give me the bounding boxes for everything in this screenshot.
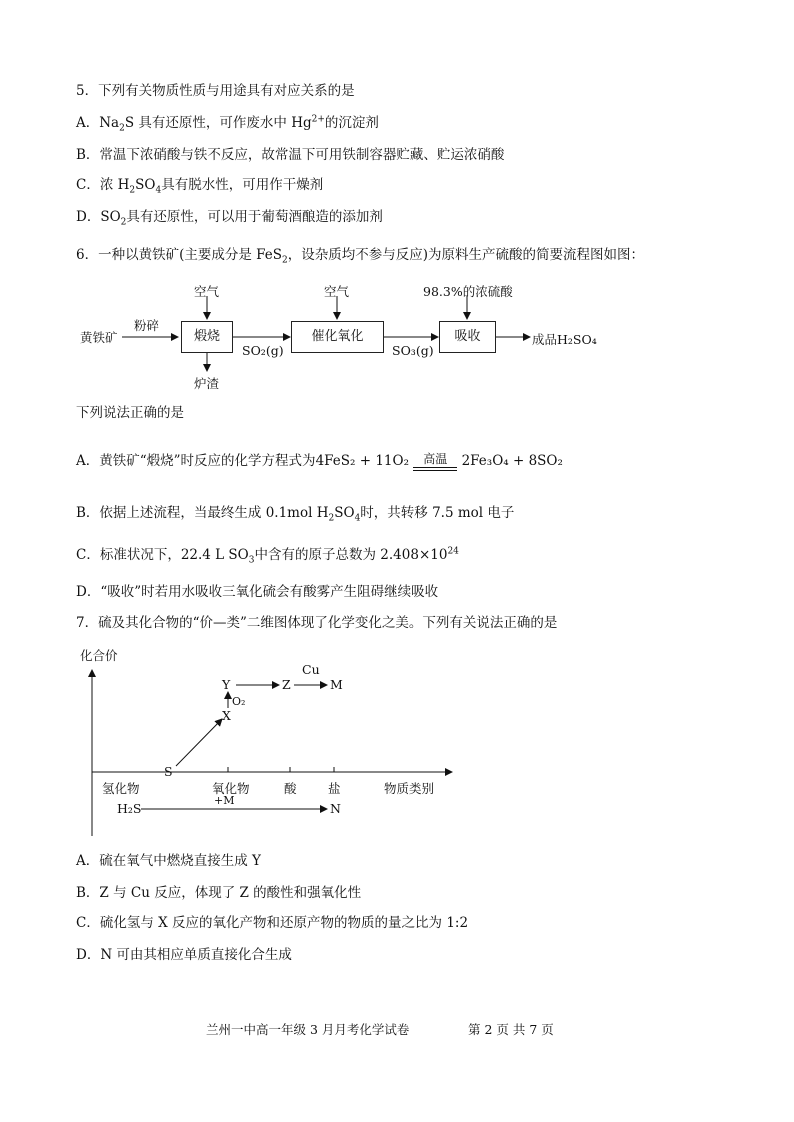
flow-acid-label: 98.3%的浓硫酸 <box>423 284 513 299</box>
q7-stem: 7．硫及其化合物的“价—类”二维图体现了化学变化之美。下列有关说法正确的是 <box>76 615 558 631</box>
point-m: M <box>330 677 343 692</box>
q7-option-a: A．硫在氧气中燃烧直接生成 Y <box>76 853 261 869</box>
q6-option-c: C．标准状况下，22.4 L $SO_3$中含有的原子总数为 $2.408\times 10^{24}$ <box>76 546 459 566</box>
point-x: X <box>222 708 231 723</box>
q7-option-d: D．N 可由其相应单质直接化合生成 <box>76 947 292 963</box>
q7-option-c: C．硫化氢与 X 反应的氧化产物和还原产物的物质的量之比为 1:2 <box>76 915 469 931</box>
q5-option-c: C．浓 $H_2SO_4$具有脱水性，可用作干燥剂 <box>76 177 324 196</box>
q5-stem: 5．下列有关物质性质与用途具有对应关系的是 <box>76 83 355 99</box>
category-hydride: 氢化物 <box>102 781 140 796</box>
flow-product-label: 成品H₂SO₄ <box>532 332 597 347</box>
q6-option-d: D．“吸收”时若用水吸收三氧化硫会有酸雾产生阻碍继续吸收 <box>76 584 439 600</box>
q6-option-b: B．依据上述流程，当最终生成 0.1mol $H_2SO_4$时，共转移 7.5 mol 电子 <box>76 505 515 524</box>
flow-gas1-label: SO₂(g) <box>242 343 284 358</box>
y-axis-label: 化合价 <box>80 648 118 663</box>
point-s: S <box>164 764 173 779</box>
flow-air1-label: 空气 <box>194 284 220 299</box>
q5-option-b: B．常温下浓硝酸与铁不反应，故常温下可用铁制容器贮藏、贮运浓硝酸 <box>76 147 505 163</box>
flow-slag-label: 炉渣 <box>194 376 220 391</box>
x-axis-label: 物质类别 <box>384 781 435 796</box>
q5-option-a: A．$Na_2S$ 具有还原性，可作废水中 $Hg^{2+}$的沉淀剂 <box>76 114 379 134</box>
flow-gas2-label: SO₃(g) <box>392 343 434 358</box>
plus-m-label: +M <box>214 794 235 807</box>
footer-page-number: 第 2 页 共 7 页 <box>468 1022 554 1037</box>
flow-box-catalytic: 催化氧化 <box>291 321 384 353</box>
cu-label: Cu <box>302 662 320 677</box>
point-h2s: H₂S <box>117 801 142 816</box>
point-z: Z <box>282 677 291 692</box>
flow-box-absorb: 吸收 <box>439 321 496 353</box>
category-oxide: 氧化物 <box>212 781 250 796</box>
category-acid: 酸 <box>284 781 297 796</box>
flow-box-calcine: 煅烧 <box>181 321 233 353</box>
category-salt: 盐 <box>328 781 341 796</box>
q6-prompt: 下列说法正确的是 <box>76 405 184 421</box>
point-y: Y <box>222 677 231 692</box>
flow-air2-label: 空气 <box>324 284 350 299</box>
q7-option-b: B．Z 与 Cu 反应，体现了 Z 的酸性和强氧化性 <box>76 885 362 901</box>
flow-start-label: 黄铁矿 <box>80 330 118 345</box>
flow-crush-label: 粉碎 <box>134 318 160 333</box>
point-n: N <box>330 801 341 816</box>
footer-exam-title: 兰州一中高一年级 3 月月考化学试卷 <box>206 1022 410 1037</box>
q5-option-d: D．$SO_2$具有还原性，可以用于葡萄酒酿造的添加剂 <box>76 209 383 228</box>
q6-stem: 6．一种以黄铁矿(主要成分是 FeS$_2$，设杂质均不参与反应)为原料生产硫酸的简要流程图如图： <box>76 247 645 266</box>
o2-label: O₂ <box>232 695 246 708</box>
q6-option-a: A．黄铁矿“煅烧”时反应的化学方程式为4FeS₂ + 11O₂ 高温 2Fe₃O₄ + 8SO₂ <box>76 451 563 469</box>
reaction-condition: 高温 <box>413 453 457 471</box>
